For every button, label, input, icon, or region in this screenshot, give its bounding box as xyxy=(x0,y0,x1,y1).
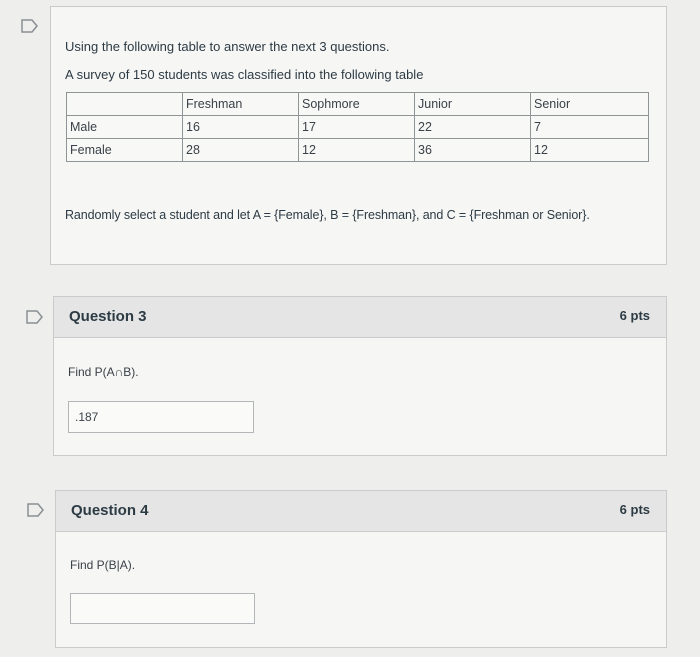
table-cell: Female xyxy=(67,139,183,162)
table-cell: 28 xyxy=(183,139,299,162)
question-3-title: Question 3 xyxy=(69,308,147,325)
table-cell: Senior xyxy=(531,93,649,116)
stem-description: A survey of 150 students was classified into the following table xyxy=(65,67,424,82)
question-3-points: 6 pts xyxy=(619,308,650,323)
table-cell: 16 xyxy=(183,116,299,139)
table-cell: Junior xyxy=(415,93,531,116)
question-4-points: 6 pts xyxy=(619,502,650,517)
table-cell: 7 xyxy=(531,116,649,139)
survey-table xyxy=(66,92,649,162)
question-4-answer-input[interactable] xyxy=(70,593,255,624)
table-cell: Male xyxy=(67,116,183,139)
question-stem-card xyxy=(50,6,667,265)
question-3-answer-input[interactable] xyxy=(68,401,254,433)
question-3-card xyxy=(53,296,667,456)
table-cell: Freshman xyxy=(183,93,299,116)
question-4-header xyxy=(56,491,666,532)
table-row xyxy=(67,116,649,139)
table-row xyxy=(67,139,649,162)
stem-events-definition: Randomly select a student and let A = {Female}, B = {Freshman}, and C = {Freshman or Senior}. xyxy=(65,208,590,222)
flag-question-icon[interactable] xyxy=(19,18,41,34)
table-cell: 12 xyxy=(531,139,649,162)
table-cell: 17 xyxy=(299,116,415,139)
question-4-prompt: Find P(B|A). xyxy=(70,558,136,572)
stem-instruction: Using the following table to answer the next 3 questions. xyxy=(65,39,390,54)
question-3-header xyxy=(54,297,666,338)
table-cell: Sophmore xyxy=(299,93,415,116)
table-header-row xyxy=(67,93,649,116)
flag-question-3-icon[interactable] xyxy=(24,309,46,325)
table-cell: 12 xyxy=(299,139,415,162)
table-cell: 22 xyxy=(415,116,531,139)
question-4-card xyxy=(55,490,667,648)
flag-question-4-icon[interactable] xyxy=(25,502,47,518)
table-cell xyxy=(67,93,183,116)
table-cell: 36 xyxy=(415,139,531,162)
question-3-prompt: Find P(A∩B). xyxy=(68,365,139,379)
question-4-title: Question 4 xyxy=(71,502,149,519)
